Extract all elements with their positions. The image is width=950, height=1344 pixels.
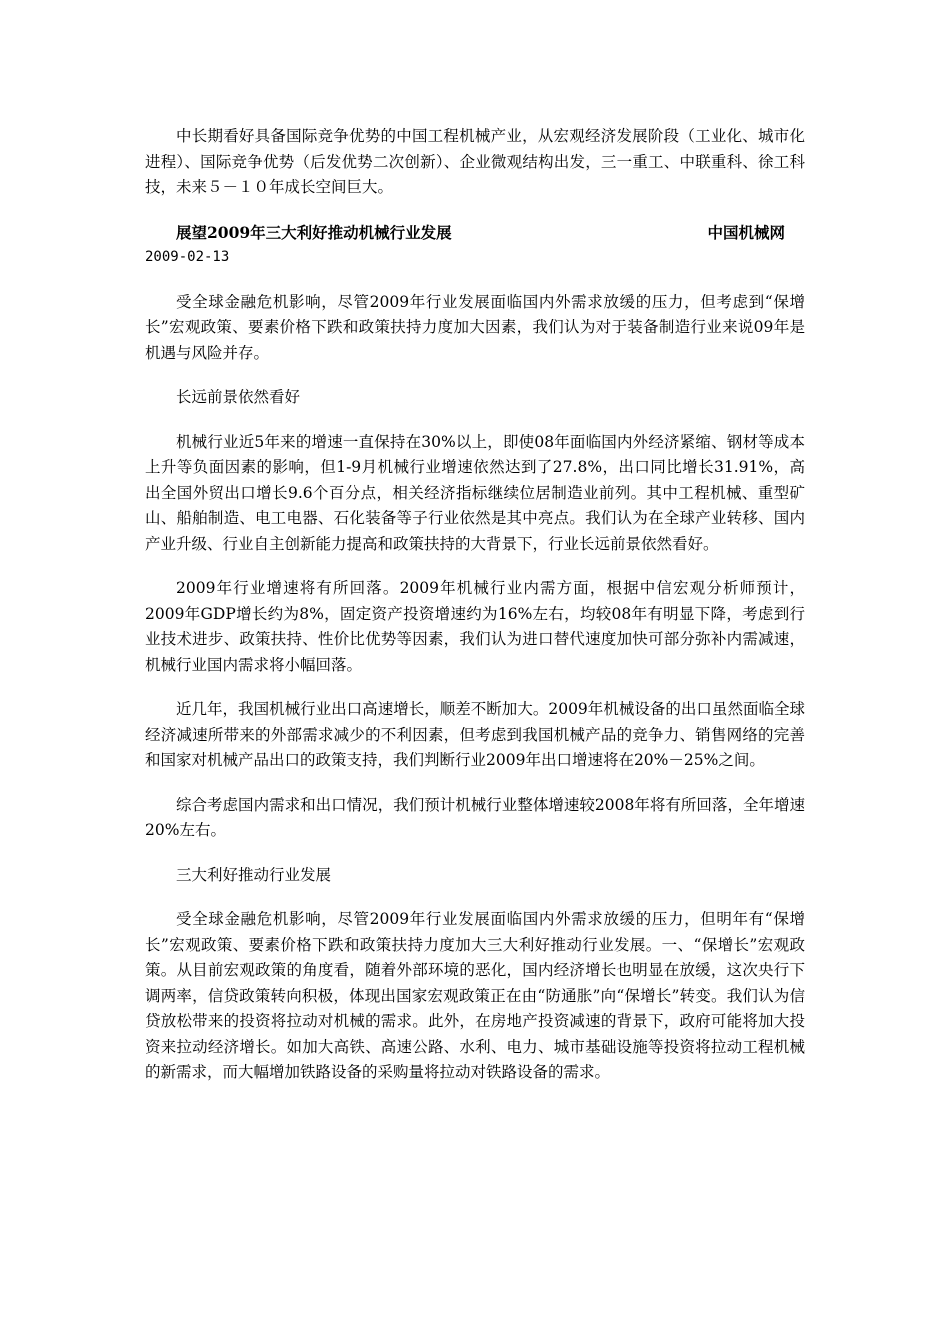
article-source: 中国机械网 xyxy=(707,222,785,242)
document-page xyxy=(145,124,805,1105)
article-header xyxy=(145,220,805,271)
subheading-three-factors: 三大利好推动行业发展 xyxy=(176,865,332,884)
paragraph-1: 受全球金融危机影响，尽管2009年行业发展面临国内外需求放缓的压力，但考虑到“保增长”宏观政策、要素价格下跌和政策扶持力度加大因素，我们认为对于装备制造行业来说09年是机遇与风险并存。 xyxy=(145,292,805,362)
article-date: 2009-02-13 xyxy=(145,249,230,265)
paragraph-5: 综合考虑国内需求和出口情况，我们预计机械行业整体增速较2008年将有所回落，全年增速20%左右。 xyxy=(145,795,805,839)
paragraph-3: 2009年行业增速将有所回落。2009年机械行业内需方面，根据中信宏观分析师预计，2009年GDP增长约为8%，固定资产投资增速约为16%左右，均较08年有明显下降，考虑到行业技术进步、政策扶持、性价比优势等因素，我们认为进口替代速度加快可部分弥补内需减速，机械行业国内需求将小幅回落。 xyxy=(145,579,805,674)
paragraph-2: 机械行业近5年来的增速一直保持在30%以上，即使08年面临国内外经济紧缩、钢材等成本上升等负面因素的影响，但1-9月机械行业增速依然达到了27.8%，出口同比增长31.91%，高出全国外贸出口增长9.6个百分点，相关经济指标继续位居制造业前列。其中工程机械、重型矿山、船舶制造、电工电器、石化装备等子行业依然是其中亮点。我们认为在全球产业转移、国内产业升级、行业自主创新能力提高和政策扶持的大背景下，行业长远前景依然看好。 xyxy=(145,432,805,553)
article-title: 展望2009年三大利好推动机械行业发展 xyxy=(176,222,452,242)
article-title-line xyxy=(145,220,805,246)
paragraph-6: 受全球金融危机影响，尽管2009年行业发展面临国内外需求放缓的压力，但明年有“保增长”宏观政策、要素价格下跌和政策扶持力度加大三大利好推动行业发展。一、“保增长”宏观政策。从目前宏观政策的角度看，随着外部环境的恶化，国内经济增长也明显在放缓，这次央行下调两率，信贷政策转向积极，体现出国家宏观政策正在由“防通胀”向“保增长”转变。我们认为信贷放松带来的投资将拉动对机械的需求。此外，在房地产投资减速的背景下，政府可能将加大投资来拉动经济增长。如加大高铁、高速公路、水利、电力、城市基础设施等投资将拉动工程机械的新需求，而大幅增加铁路设备的采购量将拉动对铁路设备的需求。 xyxy=(145,910,805,1081)
intro-paragraph: 中长期看好具备国际竞争优势的中国工程机械产业，从宏观经济发展阶段（工业化、城市化进程）、国际竞争优势（后发优势二次创新）、企业微观结构出发，三一重工、中联重科、徐工科技，未来５－１０年成长空间巨大。 xyxy=(145,127,805,196)
subheading-outlook: 长远前景依然看好 xyxy=(176,388,301,406)
paragraph-4: 近几年，我国机械行业出口高速增长，顺差不断加大。2009年机械设备的出口虽然面临全球经济减速所带来的外部需求减少的不利因素，但考虑到我国机械产品的竞争力、销售网络的完善和国家对机械产品出口的政策支持，我们判断行业2009年出口增速将在20%－25%之间。 xyxy=(145,700,805,769)
